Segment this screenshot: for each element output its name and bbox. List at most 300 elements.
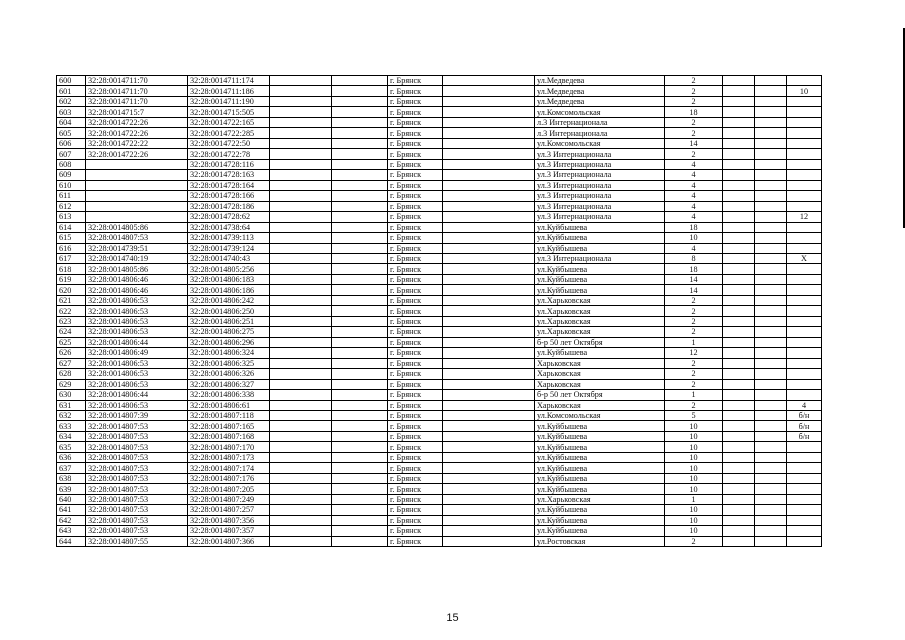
empty-cell	[723, 431, 755, 441]
row-number-cell: 621	[57, 295, 86, 305]
street-cell: ул.Куйбышева	[535, 463, 665, 473]
house-number-cell	[787, 473, 822, 483]
empty-cell	[443, 274, 535, 284]
cadastral-number-cell: 32:28:0014807:257	[188, 505, 270, 515]
cadastral-number-cell: 32:28:0014806:324	[188, 348, 270, 358]
empty-cell	[332, 96, 388, 106]
house-number-cell	[787, 316, 822, 326]
empty-cell	[443, 128, 535, 138]
cadastral-number-cell: 32:28:0014715:505	[188, 107, 270, 117]
row-number-cell: 601	[57, 86, 86, 96]
empty-cell	[755, 86, 787, 96]
table-row	[57, 505, 822, 515]
empty-cell	[443, 463, 535, 473]
street-cell: б-р 50 лет Октября	[535, 337, 665, 347]
table-row	[57, 400, 822, 410]
city-cell: г. Брянск	[388, 431, 443, 441]
cadastral-block-cell: 32:28:0014806:53	[86, 327, 188, 337]
empty-cell	[332, 285, 388, 295]
street-cell: Харьковская	[535, 369, 665, 379]
empty-cell	[723, 264, 755, 274]
empty-cell	[755, 484, 787, 494]
cadastral-number-cell: 32:28:0014807:174	[188, 463, 270, 473]
cadastral-number-cell: 32:28:0014722:285	[188, 128, 270, 138]
empty-cell	[270, 243, 332, 253]
empty-cell	[332, 191, 388, 201]
house-number-cell: б/н	[787, 411, 822, 421]
row-number-cell: 635	[57, 442, 86, 452]
empty-cell	[755, 212, 787, 222]
empty-cell	[270, 473, 332, 483]
empty-cell	[270, 170, 332, 180]
empty-cell	[443, 484, 535, 494]
table-row	[57, 212, 822, 222]
empty-cell	[443, 233, 535, 243]
empty-cell	[270, 316, 332, 326]
quantity-cell: 4	[665, 201, 723, 211]
empty-cell	[443, 473, 535, 483]
row-number-cell: 620	[57, 285, 86, 295]
street-cell: ул.Куйбышева	[535, 274, 665, 284]
empty-cell	[270, 536, 332, 546]
row-number-cell: 625	[57, 337, 86, 347]
table-row	[57, 128, 822, 138]
cadastral-number-cell: 32:28:0014807:118	[188, 411, 270, 421]
quantity-cell: 8	[665, 253, 723, 263]
row-number-cell: 622	[57, 306, 86, 316]
cadastral-block-cell: 32:28:0014807:53	[86, 452, 188, 462]
cadastral-block-cell: 32:28:0014722:26	[86, 128, 188, 138]
empty-cell	[443, 316, 535, 326]
city-cell: г. Брянск	[388, 421, 443, 431]
empty-cell	[723, 452, 755, 462]
empty-cell	[443, 222, 535, 232]
cadastral-number-cell: 32:28:0014807:176	[188, 473, 270, 483]
empty-cell	[332, 149, 388, 159]
quantity-cell: 1	[665, 494, 723, 504]
row-number-cell: 627	[57, 358, 86, 368]
empty-cell	[723, 526, 755, 536]
house-number-cell	[787, 369, 822, 379]
empty-cell	[270, 159, 332, 169]
empty-cell	[723, 243, 755, 253]
row-number-cell: 603	[57, 107, 86, 117]
row-number-cell: 604	[57, 117, 86, 127]
cadastral-block-cell: 32:28:0014806:46	[86, 274, 188, 284]
cadastral-block-cell: 32:28:0014806:53	[86, 369, 188, 379]
row-number-cell: 607	[57, 149, 86, 159]
quantity-cell: 2	[665, 295, 723, 305]
house-number-cell: 12	[787, 212, 822, 222]
empty-cell	[443, 421, 535, 431]
table-row	[57, 390, 822, 400]
city-cell: г. Брянск	[388, 463, 443, 473]
quantity-cell: 2	[665, 327, 723, 337]
street-cell: Харьковская	[535, 358, 665, 368]
row-number-cell: 619	[57, 274, 86, 284]
empty-cell	[332, 452, 388, 462]
house-number-cell	[787, 128, 822, 138]
house-number-cell	[787, 390, 822, 400]
street-cell: ул.Куйбышева	[535, 473, 665, 483]
empty-cell	[270, 463, 332, 473]
empty-cell	[755, 526, 787, 536]
empty-cell	[443, 149, 535, 159]
city-cell: г. Брянск	[388, 76, 443, 86]
row-number-cell: 613	[57, 212, 86, 222]
cadastral-block-cell	[86, 201, 188, 211]
street-cell: ул.Харьковская	[535, 327, 665, 337]
cadastral-number-cell: 32:28:0014807:173	[188, 452, 270, 462]
house-number-cell	[787, 243, 822, 253]
empty-cell	[270, 337, 332, 347]
house-number-cell	[787, 170, 822, 180]
empty-cell	[755, 536, 787, 546]
house-number-cell	[787, 295, 822, 305]
city-cell: г. Брянск	[388, 233, 443, 243]
empty-cell	[332, 369, 388, 379]
street-cell: ул.3 Интернационала	[535, 201, 665, 211]
empty-cell	[723, 515, 755, 525]
row-number-cell: 624	[57, 327, 86, 337]
empty-cell	[332, 86, 388, 96]
quantity-cell: 4	[665, 170, 723, 180]
empty-cell	[723, 274, 755, 284]
street-cell: ул.Куйбышева	[535, 515, 665, 525]
cadastral-block-cell: 32:28:0014711:70	[86, 86, 188, 96]
empty-cell	[443, 369, 535, 379]
table-row	[57, 526, 822, 536]
empty-cell	[270, 390, 332, 400]
city-cell: г. Брянск	[388, 170, 443, 180]
house-number-cell: б/н	[787, 431, 822, 441]
house-number-cell	[787, 306, 822, 316]
cadastral-block-cell: 32:28:0014805:86	[86, 264, 188, 274]
cadastral-number-cell: 32:28:0014740:43	[188, 253, 270, 263]
street-cell: б-р 50 лет Октября	[535, 390, 665, 400]
empty-cell	[443, 264, 535, 274]
empty-cell	[332, 233, 388, 243]
street-cell: ул.3 Интернационала	[535, 159, 665, 169]
cadastral-number-cell: 32:28:0014807:356	[188, 515, 270, 525]
empty-cell	[270, 505, 332, 515]
row-number-cell: 630	[57, 390, 86, 400]
empty-cell	[443, 400, 535, 410]
cadastral-number-cell: 32:28:0014807:165	[188, 421, 270, 431]
street-cell: ул.Харьковская	[535, 316, 665, 326]
cadastral-block-cell: 32:28:0014807:53	[86, 463, 188, 473]
row-number-cell: 626	[57, 348, 86, 358]
empty-cell	[270, 274, 332, 284]
table-row	[57, 180, 822, 190]
empty-cell	[723, 233, 755, 243]
cadastral-block-cell: 32:28:0014805:86	[86, 222, 188, 232]
cadastral-block-cell: 32:28:0014807:39	[86, 411, 188, 421]
street-cell: ул.Харьковская	[535, 494, 665, 504]
quantity-cell: 10	[665, 526, 723, 536]
cadastral-block-cell: 32:28:0014807:53	[86, 505, 188, 515]
row-number-cell: 611	[57, 191, 86, 201]
cadastral-block-cell: 32:28:0014739:51	[86, 243, 188, 253]
empty-cell	[755, 233, 787, 243]
house-number-cell	[787, 442, 822, 452]
city-cell: г. Брянск	[388, 358, 443, 368]
cadastral-block-cell: 32:28:0014740:19	[86, 253, 188, 263]
empty-cell	[723, 348, 755, 358]
house-number-cell	[787, 463, 822, 473]
city-cell: г. Брянск	[388, 369, 443, 379]
empty-cell	[723, 379, 755, 389]
document-page	[56, 75, 822, 547]
city-cell: г. Брянск	[388, 536, 443, 546]
table-row	[57, 285, 822, 295]
empty-cell	[755, 96, 787, 106]
cadastral-block-cell: 32:28:0014807:53	[86, 515, 188, 525]
city-cell: г. Брянск	[388, 327, 443, 337]
empty-cell	[723, 86, 755, 96]
cadastral-number-cell: 32:28:0014807:249	[188, 494, 270, 504]
cadastral-number-cell: 32:28:0014806:325	[188, 358, 270, 368]
empty-cell	[755, 358, 787, 368]
table-row	[57, 452, 822, 462]
empty-cell	[443, 348, 535, 358]
row-number-cell: 632	[57, 411, 86, 421]
empty-cell	[443, 253, 535, 263]
empty-cell	[443, 505, 535, 515]
row-number-cell: 608	[57, 159, 86, 169]
house-number-cell: 10	[787, 86, 822, 96]
quantity-cell: 4	[665, 212, 723, 222]
empty-cell	[755, 442, 787, 452]
city-cell: г. Брянск	[388, 379, 443, 389]
street-cell: ул.Комсомольская	[535, 411, 665, 421]
empty-cell	[332, 107, 388, 117]
row-number-cell: 615	[57, 233, 86, 243]
house-number-cell	[787, 515, 822, 525]
empty-cell	[443, 86, 535, 96]
empty-cell	[723, 327, 755, 337]
empty-cell	[332, 201, 388, 211]
city-cell: г. Брянск	[388, 442, 443, 452]
empty-cell	[332, 243, 388, 253]
empty-cell	[443, 390, 535, 400]
empty-cell	[443, 411, 535, 421]
empty-cell	[332, 76, 388, 86]
table-row	[57, 191, 822, 201]
empty-cell	[755, 117, 787, 127]
street-cell: ул.Куйбышева	[535, 442, 665, 452]
empty-cell	[332, 431, 388, 441]
house-number-cell: X	[787, 253, 822, 263]
cadastral-number-cell: 32:28:0014728:163	[188, 170, 270, 180]
table-row	[57, 337, 822, 347]
house-number-cell: 4	[787, 400, 822, 410]
empty-cell	[270, 421, 332, 431]
empty-cell	[332, 117, 388, 127]
empty-cell	[332, 128, 388, 138]
empty-cell	[270, 128, 332, 138]
cadastral-number-cell: 32:28:0014807:170	[188, 442, 270, 452]
table-row	[57, 484, 822, 494]
quantity-cell: 12	[665, 348, 723, 358]
empty-cell	[332, 400, 388, 410]
row-number-cell: 609	[57, 170, 86, 180]
empty-cell	[755, 494, 787, 504]
empty-cell	[755, 191, 787, 201]
empty-cell	[332, 264, 388, 274]
empty-cell	[723, 159, 755, 169]
cadastral-block-cell: 32:28:0014711:70	[86, 96, 188, 106]
empty-cell	[443, 107, 535, 117]
table-row	[57, 358, 822, 368]
row-number-cell: 637	[57, 463, 86, 473]
empty-cell	[332, 159, 388, 169]
empty-cell	[755, 369, 787, 379]
house-number-cell	[787, 358, 822, 368]
empty-cell	[723, 358, 755, 368]
house-number-cell	[787, 379, 822, 389]
cadastral-number-cell: 32:28:0014722:78	[188, 149, 270, 159]
empty-cell	[270, 484, 332, 494]
row-number-cell: 612	[57, 201, 86, 211]
table-row	[57, 76, 822, 86]
empty-cell	[723, 536, 755, 546]
cadastral-block-cell: 32:28:0014806:53	[86, 306, 188, 316]
street-cell: ул.Медведева	[535, 86, 665, 96]
empty-cell	[723, 201, 755, 211]
cadastral-number-cell: 32:28:0014806:242	[188, 295, 270, 305]
empty-cell	[332, 316, 388, 326]
quantity-cell: 10	[665, 463, 723, 473]
city-cell: г. Брянск	[388, 253, 443, 263]
cadastral-number-cell: 32:28:0014806:296	[188, 337, 270, 347]
empty-cell	[723, 337, 755, 347]
empty-cell	[270, 442, 332, 452]
quantity-cell: 2	[665, 358, 723, 368]
quantity-cell: 4	[665, 191, 723, 201]
empty-cell	[270, 379, 332, 389]
empty-cell	[723, 253, 755, 263]
city-cell: г. Брянск	[388, 337, 443, 347]
cadastral-number-cell: 32:28:0014738:64	[188, 222, 270, 232]
quantity-cell: 2	[665, 369, 723, 379]
quantity-cell: 14	[665, 274, 723, 284]
quantity-cell: 10	[665, 452, 723, 462]
empty-cell	[332, 421, 388, 431]
quantity-cell: 10	[665, 515, 723, 525]
empty-cell	[443, 337, 535, 347]
empty-cell	[270, 233, 332, 243]
empty-cell	[755, 201, 787, 211]
empty-cell	[723, 484, 755, 494]
street-cell: ул.Куйбышева	[535, 505, 665, 515]
empty-cell	[755, 180, 787, 190]
empty-cell	[723, 149, 755, 159]
street-cell: ул.Куйбышева	[535, 348, 665, 358]
cadastral-block-cell: 32:28:0014807:53	[86, 421, 188, 431]
cadastral-block-cell: 32:28:0014807:53	[86, 473, 188, 483]
empty-cell	[755, 149, 787, 159]
quantity-cell: 2	[665, 96, 723, 106]
city-cell: г. Брянск	[388, 306, 443, 316]
table-row	[57, 473, 822, 483]
street-cell: ул.Куйбышева	[535, 233, 665, 243]
house-number-cell	[787, 149, 822, 159]
house-number-cell	[787, 117, 822, 127]
empty-cell	[332, 515, 388, 525]
table-row	[57, 201, 822, 211]
empty-cell	[443, 191, 535, 201]
street-cell: ул.Медведева	[535, 76, 665, 86]
empty-cell	[443, 295, 535, 305]
empty-cell	[755, 107, 787, 117]
cadastral-block-cell: 32:28:0014807:53	[86, 494, 188, 504]
street-cell: ул.3 Интернационала	[535, 149, 665, 159]
cadastral-number-cell: 32:28:0014806:250	[188, 306, 270, 316]
cadastral-block-cell: 32:28:0014722:22	[86, 138, 188, 148]
table-row	[57, 264, 822, 274]
row-number-cell: 600	[57, 76, 86, 86]
empty-cell	[270, 222, 332, 232]
street-cell: ул.Харьковская	[535, 306, 665, 316]
empty-cell	[270, 138, 332, 148]
cadastral-number-cell: 32:28:0014728:62	[188, 212, 270, 222]
cadastral-block-cell: 32:28:0014807:53	[86, 484, 188, 494]
cadastral-block-cell: 32:28:0014722:26	[86, 117, 188, 127]
cadastral-block-cell: 32:28:0014806:53	[86, 358, 188, 368]
empty-cell	[270, 494, 332, 504]
row-number-cell: 643	[57, 526, 86, 536]
house-number-cell	[787, 526, 822, 536]
empty-cell	[755, 411, 787, 421]
row-number-cell: 605	[57, 128, 86, 138]
row-number-cell: 634	[57, 431, 86, 441]
empty-cell	[270, 400, 332, 410]
empty-cell	[723, 128, 755, 138]
empty-cell	[443, 526, 535, 536]
empty-cell	[270, 285, 332, 295]
empty-cell	[270, 180, 332, 190]
quantity-cell: 14	[665, 138, 723, 148]
quantity-cell: 2	[665, 76, 723, 86]
street-cell: ул.Куйбышева	[535, 484, 665, 494]
empty-cell	[755, 159, 787, 169]
street-cell: ул.Куйбышева	[535, 285, 665, 295]
cadastral-block-cell: 32:28:0014807:53	[86, 431, 188, 441]
table-row	[57, 149, 822, 159]
empty-cell	[723, 76, 755, 86]
empty-cell	[443, 431, 535, 441]
empty-cell	[723, 285, 755, 295]
cadastral-block-cell: 32:28:0014806:53	[86, 295, 188, 305]
empty-cell	[443, 327, 535, 337]
cadastral-block-cell: 32:28:0014806:53	[86, 316, 188, 326]
empty-cell	[755, 390, 787, 400]
empty-cell	[332, 484, 388, 494]
quantity-cell: 18	[665, 222, 723, 232]
house-number-cell	[787, 348, 822, 358]
cadastral-block-cell	[86, 159, 188, 169]
empty-cell	[332, 327, 388, 337]
city-cell: г. Брянск	[388, 348, 443, 358]
street-cell: л.3 Интернационала	[535, 117, 665, 127]
city-cell: г. Брянск	[388, 526, 443, 536]
cadastral-block-cell: 32:28:0014806:49	[86, 348, 188, 358]
table-row	[57, 170, 822, 180]
city-cell: г. Брянск	[388, 473, 443, 483]
table-row	[57, 86, 822, 96]
table-row	[57, 159, 822, 169]
